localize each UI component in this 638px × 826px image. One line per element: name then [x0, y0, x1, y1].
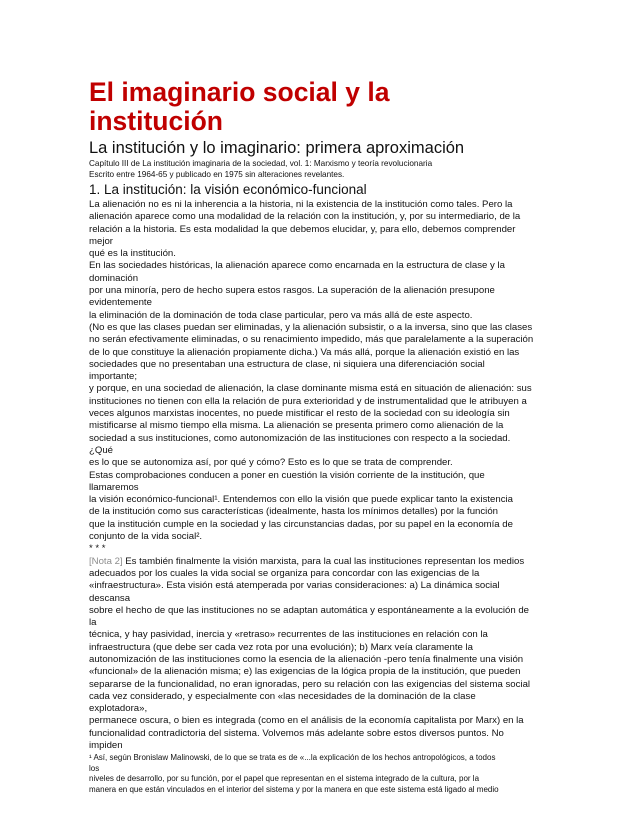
document-title [89, 78, 549, 136]
body-line: autonomización de las instituciones como la esencia de la alienación -pero tenía finalmente una visión [89, 653, 524, 665]
body-line: adecuados por los cuales la vida social se organiza para concordar con las exigencias de la [89, 567, 480, 579]
note-link[interactable]: [Nota 2] [89, 555, 123, 567]
body-line: qué es la institución. [89, 248, 176, 260]
body-line: relación a la historia. Es esta modalidad la que debemos elucidar, y, para ello, debemos comprender [89, 223, 516, 235]
body-line: sociedades que no presentaban una estructura de clase, ni siquiera una diferenciación social [89, 358, 485, 370]
body-line: la visión económico-funcional¹. Entendemos con ello la visión que puede explicar tanto la existencia [89, 494, 513, 506]
body-line: (No es que las clases puedan ser eliminadas, y la alienación subsistir, o a la inversa, sino que las clases [89, 321, 533, 333]
footnote-line: los [89, 763, 100, 773]
body-line: «funcional» de la alienación misma; e) las exigencias de la lógica propia de la institución, que pueden [89, 666, 521, 678]
body-line: llamaremos [89, 481, 139, 493]
body-line: por una minoría, pero de hecho supera estos rasgos. La superación de la alienación presupone [89, 285, 495, 297]
body-line: mistificarse al mismo tiempo ella misma. La alienación se presenta primero como alienación de la [89, 420, 504, 432]
body-line: «infraestructura». Esta visión está atemperada por varias consideraciones: a) La dinámica social [89, 580, 500, 592]
body-line: cada vez considerado, y especialmente con «las necesidades de la dominación de la clase [89, 690, 476, 702]
body-line: conjunto de la vida social². [89, 531, 203, 543]
body-line: la eliminación de la dominación de toda clase particular, pero va más allá de este aspecto. [89, 309, 473, 321]
body-line: permanece oscura, o bien es integrada (como en el análisis de la economía capitalista por Marx) en la [89, 715, 524, 727]
body-line: de la institución como sus características (idealmente, hasta los mínimos detalles) por la función [89, 506, 498, 518]
body-line: importante; [89, 371, 137, 383]
body-line: y porque, en una sociedad de alienación, la clase dominante misma está en situación de alienación: sus [89, 383, 532, 395]
title-line: institución [89, 106, 223, 136]
footnote [89, 753, 549, 795]
note-first-line [89, 556, 549, 568]
body-text-part-2 [89, 568, 549, 752]
body-line: sociedad a sus instituciones, como autonomización de las instituciones con respecto a la sociedad. [89, 432, 511, 444]
body-line: sobre el hecho de que las instituciones no se adaptan automática y espontáneamente a la evolución de [89, 604, 530, 616]
body-line: explotadora», [89, 703, 148, 715]
footnote-line: niveles de desarrollo, por su función, por el papel que representan en el sistema integrado de la cultura, por la [89, 774, 480, 784]
body-line: impiden [89, 740, 123, 752]
chapter-metadata [89, 159, 549, 180]
meta-line: Capítulo III de La institución imaginaria de la sociedad, vol. 1: Marxismo y teoría revolucionaria [89, 159, 433, 168]
note-paragraph [89, 556, 549, 568]
body-line: La alienación no es ni la inherencia a la historia, ni la existencia de la institución como tales. Pero la [89, 199, 513, 210]
document-content [89, 78, 549, 795]
body-line: veces algunos marxistas inocentes, no puede mistificar el resto de la sociedad con su ideología sin [89, 408, 510, 420]
body-line: la [89, 617, 97, 629]
meta-line: Escrito entre 1964-65 y publicado en 1975 sin alteraciones revelantes. [89, 169, 345, 179]
body-line: técnica, y hay pasividad, inercia y «retraso» recurrentes de las instituciones en relación con la [89, 629, 488, 641]
body-line: alienación aparece como una modalidad de la relación con la institución, y, por su intermediario, de la [89, 211, 521, 223]
document-subtitle: La institución y lo imaginario: primera aproximación [89, 139, 465, 157]
body-line: En las sociedades históricas, la alienación aparece como encarnada en la estructura de clase y la [89, 260, 505, 272]
section-heading: 1. La institución: la visión económico-funcional [89, 182, 367, 197]
body-line: no serán efectivamente eliminadas, o su renacimiento impedido, más que paralelamente a la superación [89, 334, 534, 346]
body-line: evidentemente [89, 297, 152, 309]
body-line: es lo que se autonomiza así, por qué y cómo? Esto es lo que se trata de comprender. [89, 457, 453, 469]
body-line: mejor [89, 235, 113, 247]
body-line: ¿Qué [89, 444, 113, 456]
body-line: Estas comprobaciones conducen a poner en cuestión la visión corriente de la institución, que [89, 469, 485, 481]
title-line: El imaginario social y la [89, 77, 390, 107]
footnote-line: manera en que están vinculados en el interior del sistema y por la manera en que este sistema está ligado al medio [89, 784, 499, 794]
body-line: funcionalidad contradictoria del sistema. Volvemos más adelante sobre estos diversos puntos. No [89, 727, 504, 739]
body-line: que la institución cumple en la sociedad y las circunstancias dadas, por su papel en la economía de [89, 518, 513, 530]
body-line: descansa [89, 592, 131, 604]
note-first-text: Es también finalmente la visión marxista, para la cual las instituciones representan los medios [122, 555, 525, 567]
body-line: de lo que constituye la alienación propiamente dicha.) Va más allá, porque la alienación existió en las [89, 346, 520, 358]
body-line: * * * [89, 543, 106, 555]
body-text-part-1 [89, 199, 549, 556]
body-line: instituciones no tienen con ella la relación de pura exterioridad y de instrumentalidad que le atribuyen a [89, 395, 527, 407]
body-line: separarse de la funcionalidad, no eran ignoradas, pero su relación con las exigencias del sistema social [89, 678, 531, 690]
body-line: infraestructura (que debe ser cada vez rota por una evolución); b) Marx veía claramente la [89, 641, 473, 653]
footnote-line: ¹ Así, según Bronislaw Malinowski, de lo que se trata es de «...la explicación de los hechos antropológicos, a todos [89, 753, 496, 763]
body-line: dominación [89, 272, 139, 284]
